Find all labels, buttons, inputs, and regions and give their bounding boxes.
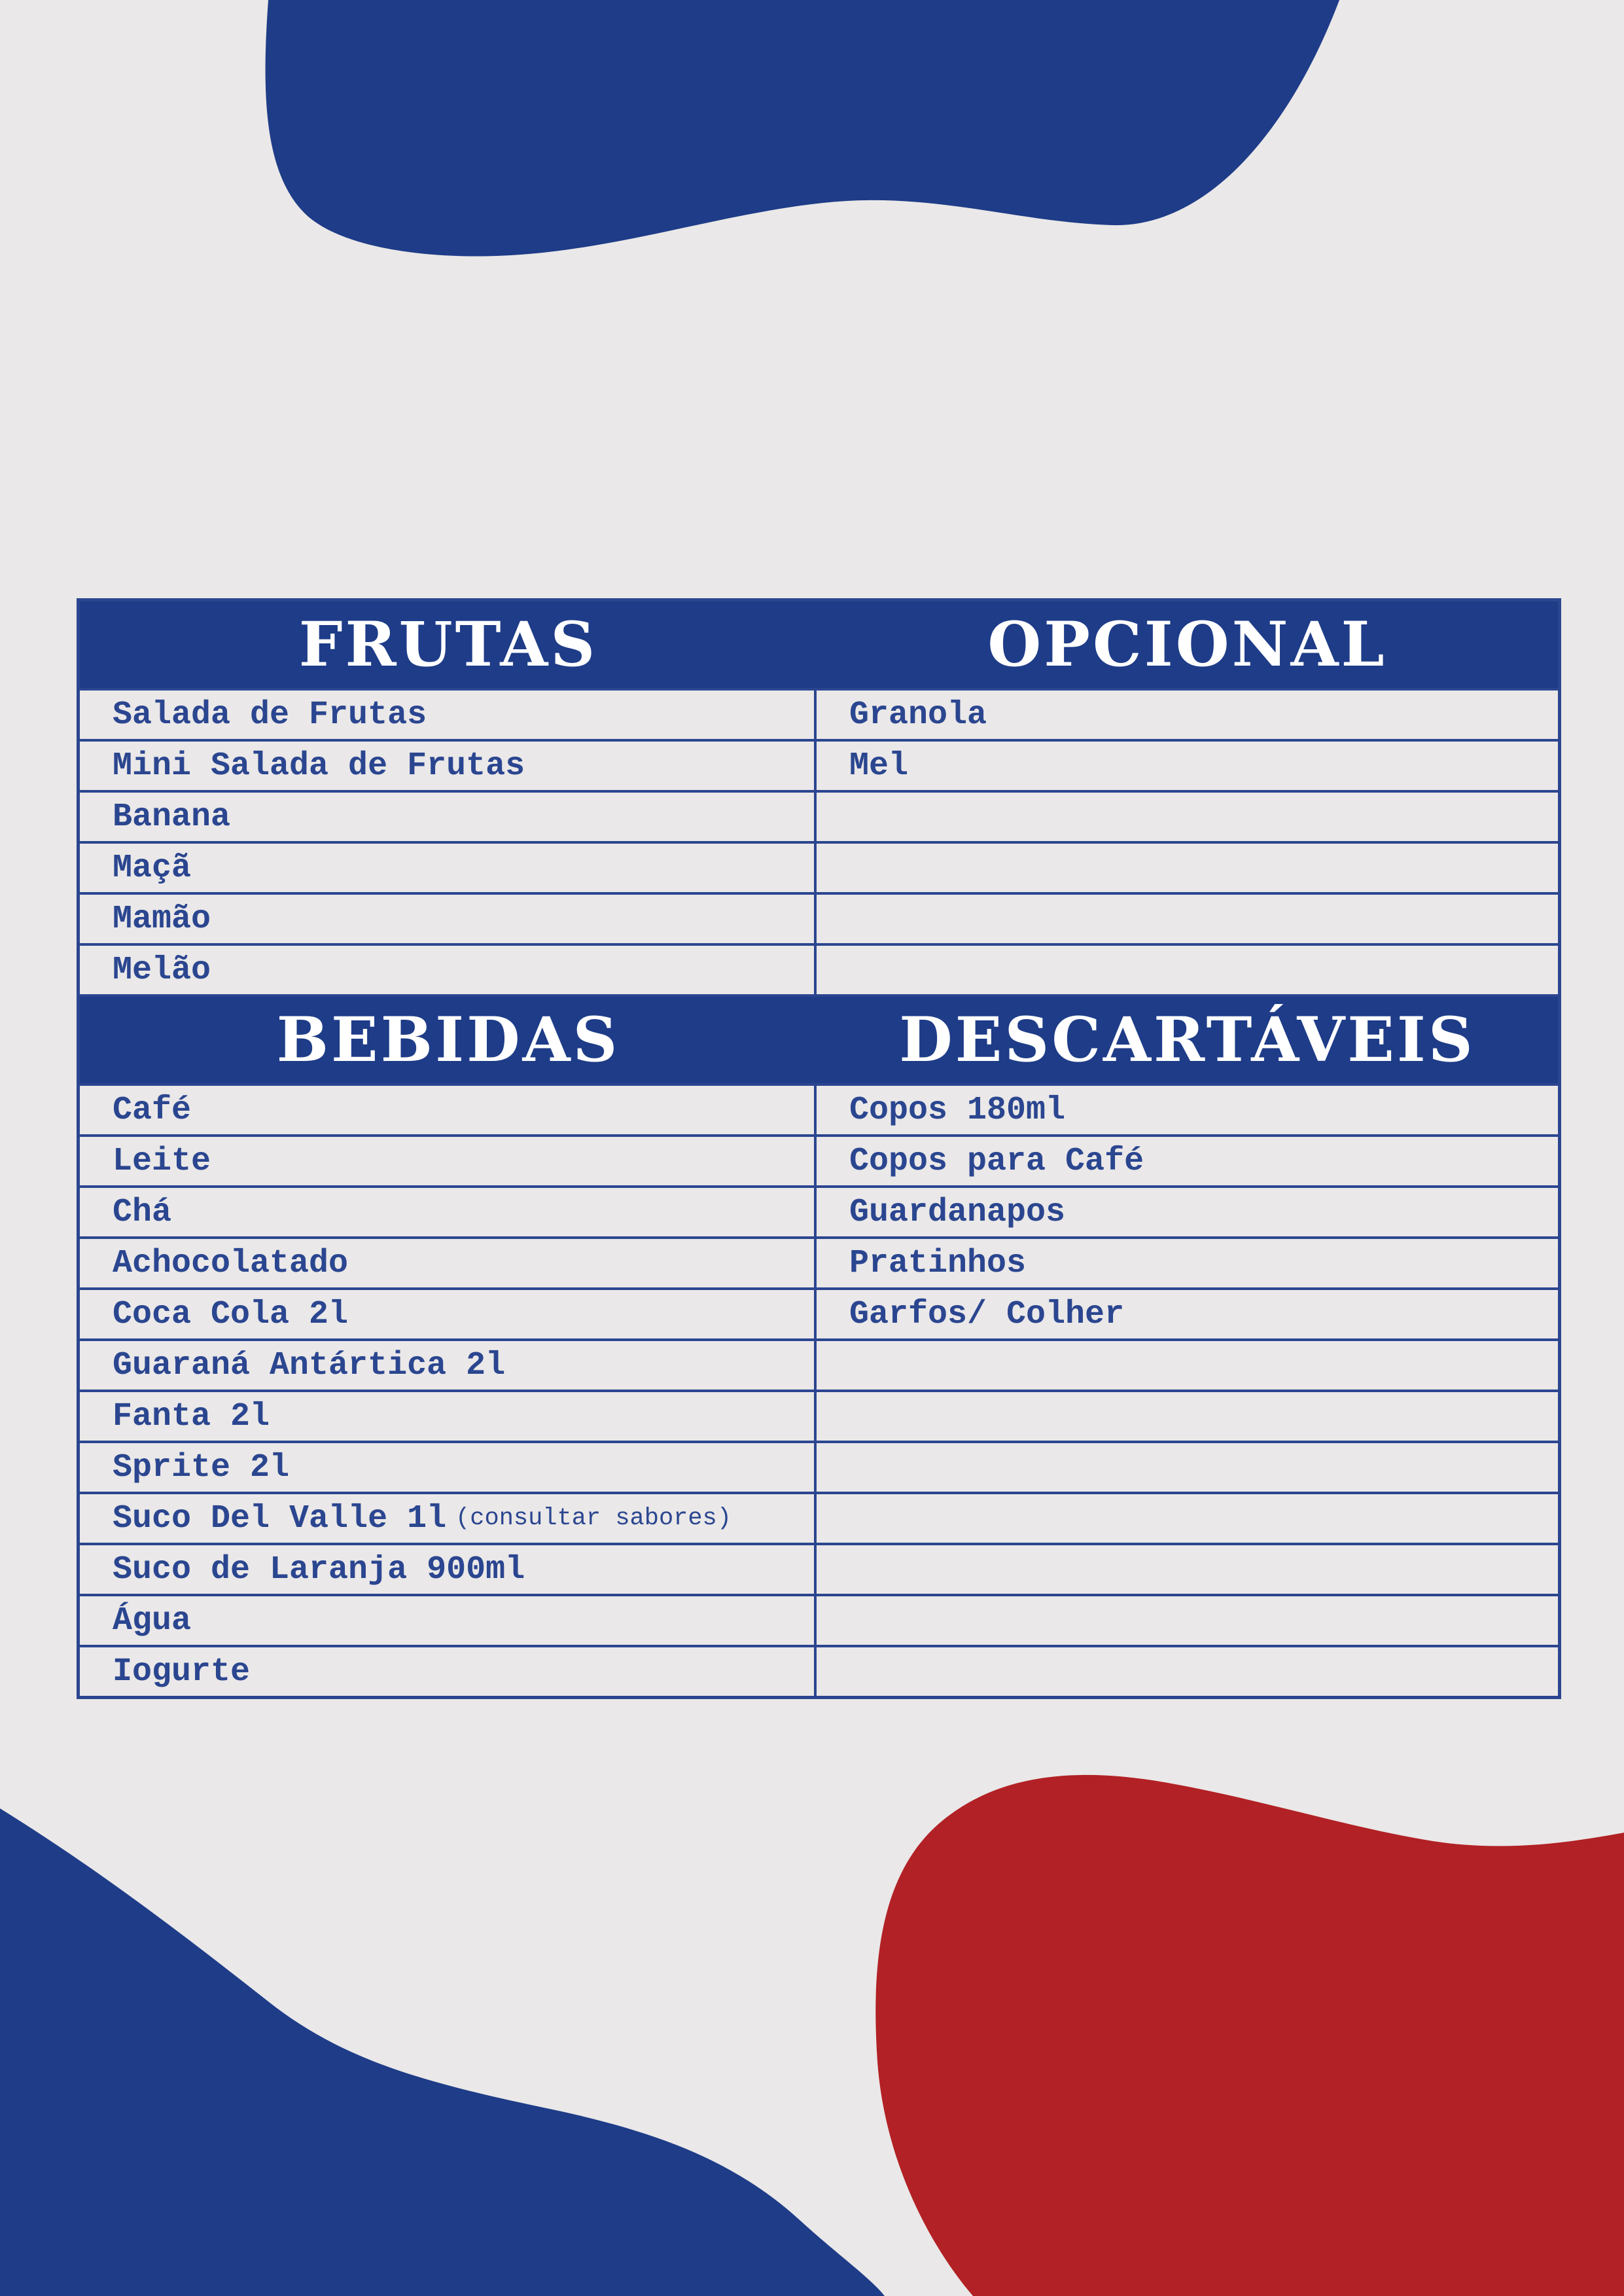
- column-header-left: FRUTAS: [298, 609, 598, 681]
- menu-cell-left: [80, 946, 817, 994]
- menu-row: [80, 1338, 1558, 1390]
- menu-cell-left: [80, 1545, 817, 1594]
- menu-row: [80, 892, 1558, 943]
- item-label: Suco Del Valle 1l: [113, 1499, 447, 1537]
- menu-cell-right: [817, 1290, 1558, 1338]
- menu-cell-right: [817, 691, 1558, 739]
- menu-cell-left: [80, 793, 817, 841]
- item-label: Garfos/ Colher: [849, 1295, 1125, 1333]
- item-label: Café: [113, 1091, 192, 1129]
- item-label: Iogurte: [113, 1653, 251, 1691]
- menu-row: [80, 1185, 1558, 1236]
- menu-row: [80, 1287, 1558, 1338]
- item-label: Maçã: [113, 849, 192, 887]
- item-label: Leite: [113, 1142, 211, 1180]
- menu-cell-right: [817, 1596, 1558, 1645]
- item-note: (consultar sabores): [455, 1505, 732, 1532]
- bottom-right-blob: [875, 1775, 1624, 2296]
- menu-cell-left: [80, 895, 817, 943]
- section-header-row: [80, 601, 1558, 688]
- menu-cell-left: [80, 1086, 817, 1134]
- menu-row: [80, 943, 1558, 994]
- item-label: Chá: [113, 1193, 172, 1231]
- menu-cell-left: [80, 1596, 817, 1645]
- item-label: Copos 180ml: [849, 1091, 1066, 1129]
- column-header-left: BEBIDAS: [276, 1004, 620, 1076]
- menu-row: [80, 841, 1558, 892]
- menu-row: [80, 1543, 1558, 1594]
- menu-cell-right: [817, 1137, 1558, 1185]
- menu-row: [80, 1236, 1558, 1287]
- menu-table: [77, 598, 1561, 1699]
- item-label: Mamão: [113, 900, 211, 938]
- menu-row: [80, 688, 1558, 739]
- item-label: Pratinhos: [849, 1244, 1027, 1282]
- menu-row: [80, 1441, 1558, 1492]
- item-label: Água: [113, 1602, 192, 1640]
- section-header-row: [80, 994, 1558, 1083]
- menu-cell-left: [80, 1290, 817, 1338]
- menu-cell-left: [80, 691, 817, 739]
- menu-cell-left: [80, 1341, 817, 1390]
- menu-cell-left: [80, 1188, 817, 1236]
- menu-cell-right: [817, 742, 1558, 790]
- item-label: Coca Cola 2l: [113, 1295, 349, 1333]
- menu-cell-right: [817, 1239, 1558, 1287]
- menu-row: [80, 1594, 1558, 1645]
- menu-row: [80, 739, 1558, 790]
- menu-cell-left: [80, 1239, 817, 1287]
- item-label: Mel: [849, 747, 909, 785]
- menu-cell-right: [817, 1545, 1558, 1594]
- menu-cell-left: [80, 742, 817, 790]
- item-label: Copos para Café: [849, 1142, 1144, 1180]
- menu-cell-right: [817, 1392, 1558, 1441]
- menu-cell-right: [817, 1647, 1558, 1696]
- item-label: Achocolatado: [113, 1244, 349, 1282]
- menu-cell-left: [80, 844, 817, 892]
- menu-cell-left: [80, 1647, 817, 1696]
- column-header-right: DESCARTÁVEIS: [899, 1004, 1475, 1076]
- item-label: Guardanapos: [849, 1193, 1066, 1231]
- menu-row: [80, 1390, 1558, 1441]
- bottom-left-blob: [0, 1808, 885, 2296]
- menu-cell-right: [817, 1086, 1558, 1134]
- menu-cell-right: [817, 1188, 1558, 1236]
- menu-row: [80, 1645, 1558, 1696]
- item-label: Banana: [113, 798, 231, 836]
- menu-cell-right: [817, 1443, 1558, 1492]
- menu-cell-left: [80, 1494, 817, 1543]
- item-label: Suco de Laranja 900ml: [113, 1551, 525, 1588]
- menu-row: [80, 790, 1558, 841]
- item-label: Fanta 2l: [113, 1397, 270, 1435]
- item-label: Sprite 2l: [113, 1448, 290, 1486]
- item-label: Melão: [113, 951, 211, 989]
- menu-cell-left: [80, 1137, 817, 1185]
- menu-cell-right: [817, 946, 1558, 994]
- menu-row: [80, 1492, 1558, 1543]
- item-label: Salada de Frutas: [113, 696, 427, 734]
- menu-row: [80, 1134, 1558, 1185]
- menu-cell-right: [817, 1341, 1558, 1390]
- menu-cell-right: [817, 1494, 1558, 1543]
- column-header-right: OPCIONAL: [987, 609, 1387, 681]
- item-label: Granola: [849, 696, 987, 734]
- menu-cell-left: [80, 1443, 817, 1492]
- top-blob: [266, 0, 1339, 256]
- menu-cell-left: [80, 1392, 817, 1441]
- menu-cell-right: [817, 844, 1558, 892]
- menu-cell-right: [817, 895, 1558, 943]
- menu-row: [80, 1083, 1558, 1134]
- item-label: Guaraná Antártica 2l: [113, 1346, 506, 1384]
- item-label: Mini Salada de Frutas: [113, 747, 525, 785]
- menu-cell-right: [817, 793, 1558, 841]
